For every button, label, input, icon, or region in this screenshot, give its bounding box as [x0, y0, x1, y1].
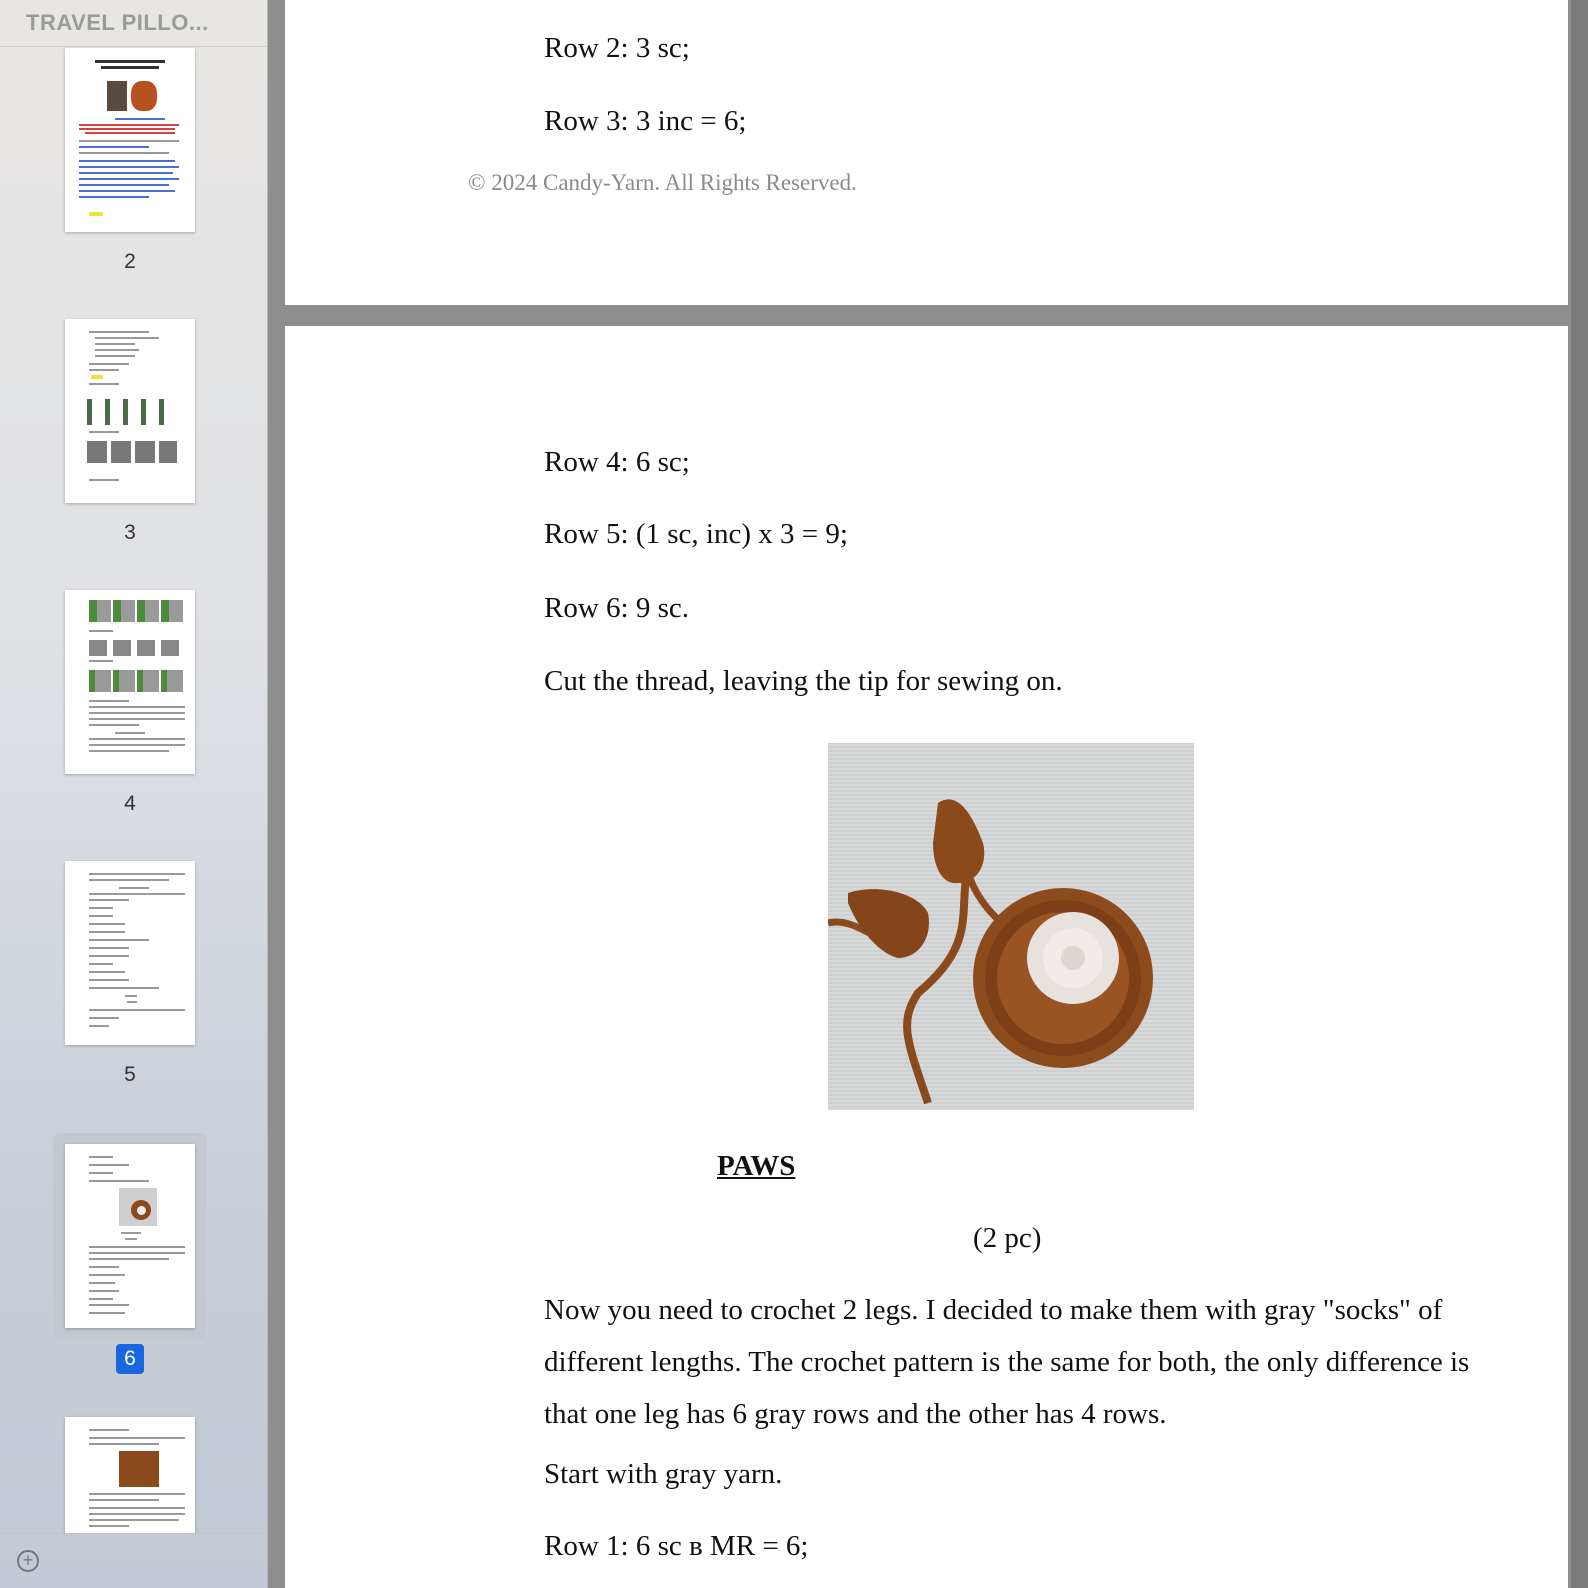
thumbnail-page-2[interactable]	[65, 48, 195, 232]
text-row-3: Row 3: 3 inc = 6;	[544, 105, 747, 137]
thumb-photo	[131, 81, 157, 111]
thumb-highlight	[89, 212, 103, 216]
thumb-photo-strip	[87, 441, 177, 463]
sidebar-footer	[0, 1533, 267, 1588]
crochet-ears-photo	[828, 743, 1194, 1110]
add-page-icon[interactable]: +	[17, 1550, 39, 1572]
thumbnail-list[interactable]	[0, 47, 267, 1533]
page-number-6-selected: 6	[116, 1344, 144, 1374]
thumbnail-page-5[interactable]	[65, 861, 195, 1045]
thumbnail-page-6[interactable]	[65, 1144, 195, 1328]
thumbnail-page-7[interactable]	[65, 1417, 195, 1533]
document-page-5-bottom	[285, 0, 1568, 305]
thumb-title-line	[101, 66, 159, 69]
thumbnail-page-3[interactable]	[65, 319, 195, 503]
thumb-photo-strip	[87, 399, 177, 425]
text-start-gray: Start with gray yarn.	[544, 1458, 783, 1490]
document-title: TRAVEL PILLO...	[26, 10, 209, 35]
text-row-5: Row 5: (1 sc, inc) x 3 = 9;	[544, 518, 848, 550]
text-row-1: Row 1: 6 sc в MR = 6;	[544, 1530, 809, 1562]
thumb-title-line	[95, 60, 165, 63]
page-number-4: 4	[124, 792, 136, 815]
piece-count: (2 pc)	[973, 1222, 1042, 1254]
page-number-3: 3	[124, 521, 136, 544]
thumb-photo-strip	[89, 670, 185, 692]
page-number-2: 2	[124, 250, 136, 273]
section-heading-paws: PAWS	[717, 1150, 796, 1182]
copyright-footer: © 2024 Candy-Yarn. All Rights Reserved.	[468, 170, 857, 195]
text-cut-instruction: Cut the thread, leaving the tip for sewing on.	[544, 665, 1063, 697]
thumb-photo-strip	[89, 640, 179, 656]
thumb-photo-strip	[89, 600, 185, 622]
text-row-4: Row 4: 6 sc;	[544, 446, 690, 478]
document-page-6	[285, 326, 1568, 1588]
thumbnail-sidebar	[0, 0, 268, 1588]
thumb-photo	[119, 1451, 159, 1487]
text-row-6: Row 6: 9 sc.	[544, 592, 689, 624]
thumb-photo	[107, 81, 127, 111]
instruction-paragraph: Now you need to crochet 2 legs. I decided to make them with gray "socks" of different lengths. The crochet pattern is the same for both, the only difference is that one leg has 6 gray rows and the other has 4 rows.	[544, 1294, 1470, 1430]
text-row-2: Row 2: 3 sc;	[544, 32, 690, 64]
vertical-scrollbar[interactable]	[1571, 0, 1588, 1588]
photo-illustration	[828, 743, 1194, 1110]
thumbnail-page-4[interactable]	[65, 590, 195, 774]
page-number-5: 5	[124, 1063, 136, 1086]
thumb-photo	[119, 1188, 157, 1226]
